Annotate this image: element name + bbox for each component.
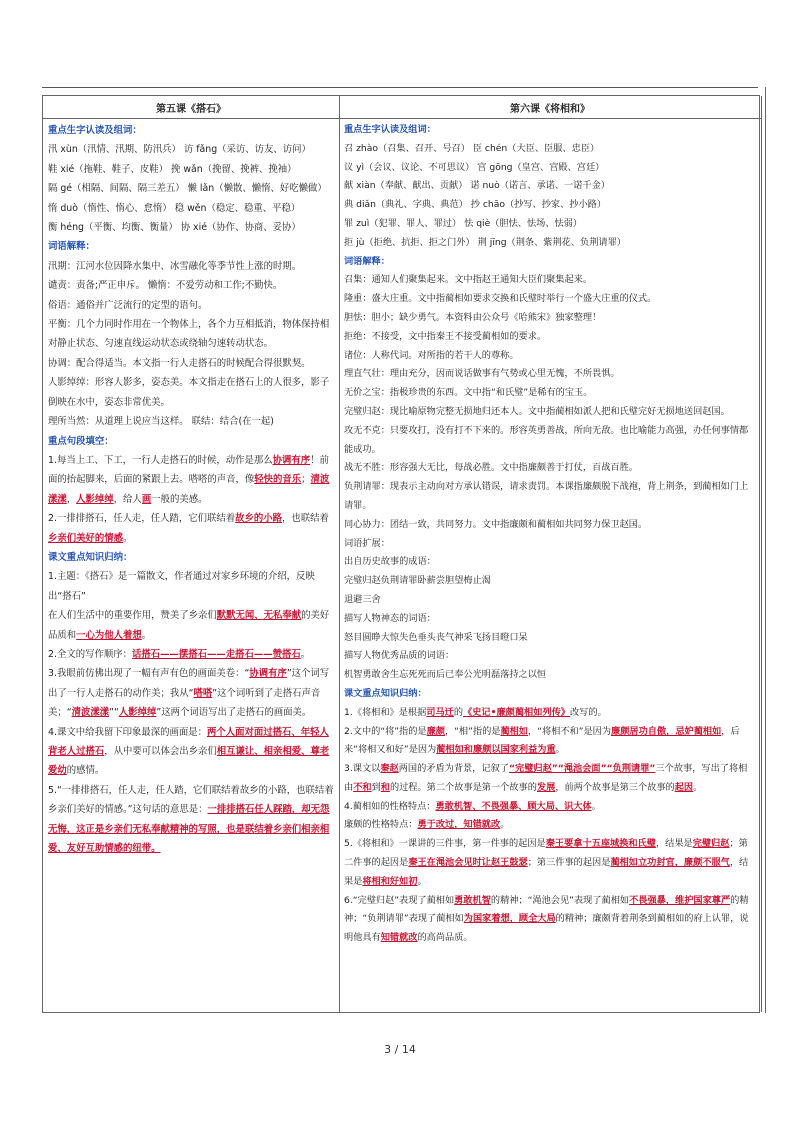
table-edge-line — [765, 87, 766, 1013]
knowledge-item-5: 5.“一排排搭石，任人走，任人踏，它们联结着故乡的小路，也联结着乡亲们美好的情感。”这句话的意思是：一排排搭石任人踩踏，却无怨无悔，这正是乡亲们无私奉献精神的写照，也是联结着乡亲们相亲相爱、友好互助情感的纽带。 — [48, 784, 334, 855]
word-line: 献 xiàn（奉献、献出、贡献） 诺 nuò（诺言、承诺、一诺千金） — [344, 180, 610, 192]
word-line: 汛 xùn（汛情、汛期、防汛兵） 访 fǎng（采访、访友、访问） — [48, 144, 311, 156]
word-line: 鞋 xié（拖鞋、鞋子、皮鞋） 挽 wǎn（挽留、挽裤、挽袖） — [48, 163, 297, 175]
lesson5-terms-heading: 词语解释： — [48, 241, 95, 253]
lesson5-title: 第五课《搭石》 — [43, 96, 339, 119]
lesson5-column — [43, 96, 340, 1012]
knowledge-item-1: 1.《将相和》是根据司马迁的《史记•廉颇蔺相如列传》改写的。 — [344, 706, 607, 718]
term-line: 俗语：通俗并广泛流行的定型的语句。 — [48, 299, 208, 311]
lesson5-words-heading: 重点生字认读及组词： — [48, 125, 142, 136]
knowledge-item-4: 4.蔺相如的性格特点：勇敢机智、不畏强暴、顾大局、识大体。 — [344, 800, 601, 812]
term-line: 召集：通知人们聚集起来。文中指赵王通知大臣们聚集起来。 — [344, 274, 593, 286]
lesson5-sentences-heading: 重点句段填空： — [48, 435, 114, 447]
word-line: 隔 gé（相隔、间隔、隔三差五） 懒 lǎn（懒散、懒惰、好吃懒做） — [48, 183, 327, 195]
term-line: 战无不胜：形容强大无比，每战必胜。文中指廉颇善于打仗，百战百胜。 — [344, 462, 638, 474]
sentence-fill-1: 1.每当上工、下工，一行人走搭石的时候，动作是那么协调有序！前面的抬起脚来，后面的紧跟上去。嗒嗒的声音，像轻快的音乐；清波漾漾，人影绰绰，给人画一般的美感。 — [48, 454, 330, 505]
word-line: 召 zhào（召集、召开、号召） 臣 chén（大臣、臣服、忠臣） — [344, 142, 600, 154]
term-line: 负荆请罪：现表示主动向对方承认错误，请求责罚。本课指廉颇脱下战袍，背上荆条，到蔺相如门上请罪。 — [344, 481, 749, 511]
knowledge-item-2: 2.全文的写作顺序：话搭石——摆搭石——走搭石——赞搭石。 — [48, 648, 311, 660]
word-line: 惰 duò（惰性、惰心、怠惰） 稳 wěn（稳定、稳重、平稳） — [48, 202, 301, 214]
knowledge-item-4b: 廉颇的性格特点：勇于改过，知错就改。 — [344, 819, 510, 831]
page-number: 3 / 14 — [384, 1043, 416, 1056]
word-line: 典 diǎn（典礼、字典、典范） 抄 chāo（抄写、抄家、抄小路） — [344, 199, 607, 211]
lesson6-words-heading: 重点生字认读及组词： — [344, 124, 436, 135]
term-line: 拒绝：不接受，文中指秦王不接受蔺相如的要求。 — [344, 330, 547, 342]
term-line: 诸位：人称代词。对所指的若干人的尊称。 — [344, 349, 519, 361]
term-line: 机智勇敢舍生忘死死而后已奉公光明磊落持之以恒 — [344, 669, 547, 681]
term-line: 出自历史故事的成语： — [344, 556, 436, 568]
term-line: 无价之宝：指极珍贵的东西。文中指“和氏璧”是稀有的宝玉。 — [344, 387, 593, 399]
lesson5-knowledge-heading: 课文重点知识归纳： — [48, 551, 133, 563]
knowledge-item-5: 5.《将相和》一课讲的三件事，第一件事的起因是秦王要拿十五座城换和氏璧，结果是完璧归赵；第二件事的起因是秦王在渑池会见时让赵王鼓瑟；第三件事的起因是蔺相如立功封官，廉颇不服气，结果是将相和好如初。 — [344, 838, 749, 887]
term-line: 理直气壮：理由充分，因而说话做事有气势或心里无愧，不所畏惧。 — [344, 368, 620, 380]
term-line: 同心协力：团结一致，共同努力。文中指廉颇和蔺相如共同努力保卫赵国。 — [344, 518, 648, 530]
term-line: 汛期：江河水位因降水集中、冰雪融化等季节性上涨的时期。 — [48, 260, 302, 272]
lesson6-title: 第六课《将相和》 — [339, 96, 761, 119]
term-line: 词语扩展： — [344, 537, 390, 549]
term-line: 胆怯：胆小；缺少勇气。本资料由公众号《哈熊宋》独家整理！ — [344, 311, 602, 323]
knowledge-item-2: 2.文中的“将”指的是廉颇，“相”指的是蔺相如，“将相不和”是因为廉颇居功自傲，忌妒蔺相如，后来“将相又和好”是因为蔺相如和廉颇以国家利益为重。 — [344, 725, 740, 756]
lesson6-terms-heading: 词语解释： — [344, 255, 390, 267]
term-line: 怒目圆睁大惊失色垂头丧气神采飞扬目瞪口呆 — [344, 631, 528, 643]
term-line: 谴责：责备;严正申斥。 懒惰：不爱劳动和工作;不勤快。 — [48, 280, 283, 292]
term-line: 描写人物神态的词语： — [344, 612, 436, 624]
term-line: 人影绰绰：形容人影多，姿态美。本文指走在搭石上的人很多，影子倒映在水中，姿态非常优美。 — [48, 377, 330, 408]
top-rule — [42, 87, 758, 88]
sentence-fill-2: 2.一排排搭石，任人走，任人踏，它们联结着故乡的小路，也联结着乡亲们美好的情感。 — [48, 513, 329, 544]
term-line: 完璧归赵：现比喻原物完整无损地归还本人。文中指蔺相如派人把和氏璧完好无损地送回赵国。 — [344, 405, 730, 417]
lesson6-column — [339, 96, 762, 1012]
notes-table — [42, 95, 760, 1013]
term-line: 描写人物优秀品质的词语： — [344, 650, 455, 662]
word-line: 拒 jù（拒绝、抗拒、拒之门外） 荆 jīng（荆条、紫荆花、负荆请罪） — [344, 236, 626, 248]
word-line: 衡 héng（平衡、均衡、衡量） 协 xié（协作、协商、妥协） — [48, 222, 301, 234]
knowledge-item-1b: 在人们生活中的重要作用，赞美了乡亲们默默无闻、无私奉献的美好品质和一心为他人着想。 — [48, 610, 330, 641]
term-line: 退避三舍 — [344, 593, 381, 605]
knowledge-item-1: 1.主题：《搭石》是一篇散文，作者通过对家乡环境的介绍，反映出“搭石” — [48, 571, 315, 602]
word-line: 议 yì（会议、议论、不可思议） 宫 gōng（皇宫、宫殿、宫廷） — [344, 161, 605, 173]
term-line: 平衡：几个力同时作用在一个物体上，各个力互相抵消，物体保持相对静止状态、匀速直线运动状态或绕轴匀速转动状态。 — [48, 319, 330, 350]
term-line: 隆重：盛大庄重。文中指蔺相如要求交换和氏璧时举行一个盛大庄重的仪式。 — [344, 293, 657, 305]
knowledge-item-3: 3.我眼前仿佛出现了一幅有声有色的画面美卷：“协调有序”这个词写出了一行人走搭石的动作美；我从“嗒嗒”这个词听到了走搭石声音美；“清波漾漾”“人影绰绰”这两个词语写出了走搭石的画面美。 — [48, 668, 330, 719]
knowledge-item-3: 3.课文以秦赵两国的矛盾为背景，记叙了“完璧归赵”“渑池会面”“负荆请罪”三个故事，写出了将相由不和到和的过程。第二个故事是第一个故事的发展，前两个故事是第三个故事的起因。 — [344, 763, 748, 793]
term-line: 理所当然：从道理上说应当这样。 联结：结合(在一起) — [48, 416, 274, 428]
lesson6-knowledge-heading: 课文重点知识归纳： — [344, 687, 427, 699]
knowledge-item-4: 4.课文中给我留下印象最深的画面是：两个人面对面过搭石、年轻人背老人过搭石，从中要可以体会出乡亲们相互谦让、相亲相爱、尊老爱幼的感情。 — [48, 726, 330, 777]
word-line: 罪 zuì（犯罪、罪人、罪过） 怯 qiè（胆怯、怯场、怯弱） — [344, 217, 583, 229]
knowledge-item-6: 6.“完璧归赵”表现了蔺相如勇敢机智的精神；“渑池会见”表现了蔺相如不畏强暴，维护国家尊严的精神；“负荆请罪”表现了蔺相如为国家着想，顾全大局的精神；廉颇背着荆条到蔺相如的府上认罪，说明他具有知错就改的高尚品质。 — [344, 894, 749, 944]
term-line: 完璧归赵负荆请罪卧薪尝胆望梅止渴 — [344, 575, 491, 587]
term-line: 协调：配合得适当。本文指一行人走搭石的时候配合得很默契。 — [48, 357, 311, 369]
term-line: 攻无不克：只要攻打，没有打不下来的。形容英勇善战，所向无敌。也比喻能力高强，办任何事情都能成功。 — [344, 424, 749, 455]
